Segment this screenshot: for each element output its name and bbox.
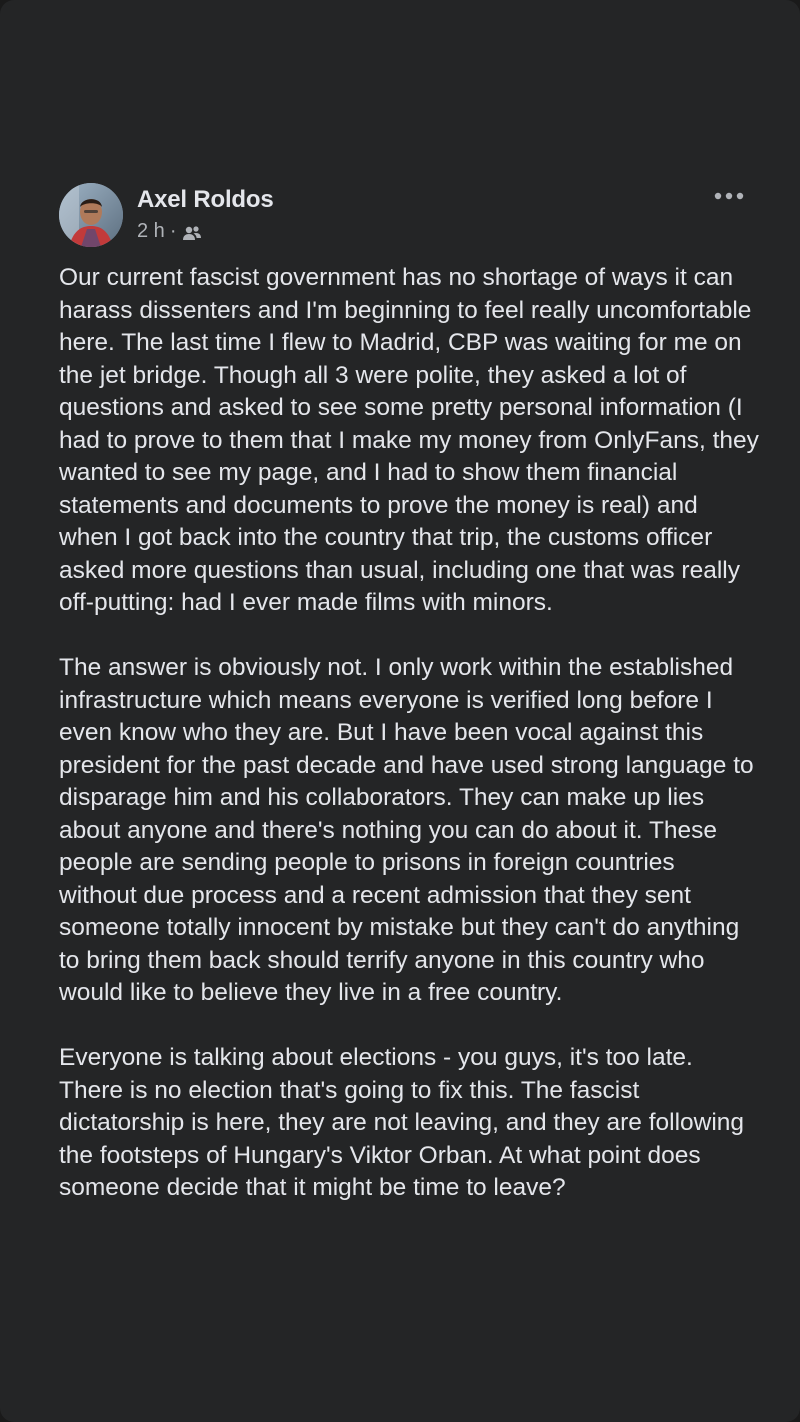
post-paragraph: Our current fascist government has no shortage of ways it can harass dissenters and I'm beginning to feel really uncomfortable here. The last time I flew to Madrid, CBP was waiting for me on the jet bridge. Though all 3 were polite, they asked a lot of questions and asked to see some pretty personal information (I had to prove to them that I make my money from OnlyFans, they wanted to see my page, and I had to show them financial statements and documents to prove the money is real) and when I got back into the country that trip, the customs officer asked more questions than usual, including one that was really off-putting: had I ever made films with minors. (59, 264, 759, 616)
post-header (59, 183, 749, 249)
more-options-button[interactable] (709, 183, 749, 209)
post-timestamp[interactable]: 2 h (137, 220, 165, 242)
post-body (59, 262, 759, 1205)
post-meta (137, 220, 202, 243)
avatar-image (59, 183, 123, 247)
post-paragraph: Everyone is talking about elections - you guys, it's too late. There is no election that's going to fix this. The fascist dictatorship is here, they are not leaving, and they are following the footsteps of Hungary's Viktor Orban. At what point does someone decide that it might be time to leave? (59, 1044, 745, 1201)
more-horizontal-icon (713, 187, 745, 205)
avatar[interactable] (59, 183, 123, 247)
friends-icon[interactable] (182, 224, 202, 240)
post-paragraph: The answer is obviously not. I only work within the established infrastructure which means everyone is verified long before I even know who they are. But I have been vocal against this president for the past decade and have used strong language to disparage him and his collaborators. They can make up lies about anyone and there's nothing you can do about it. These people are sending people to prisons in foreign countries without due process and a recent admission that they sent someone totally innocent by mistake but they can't do anything to bring them back should terrify anyone in this country who would like to believe they live in a free country. (59, 654, 754, 1006)
meta-separator: · (169, 220, 177, 242)
author-name[interactable]: Axel Roldos (137, 186, 274, 213)
